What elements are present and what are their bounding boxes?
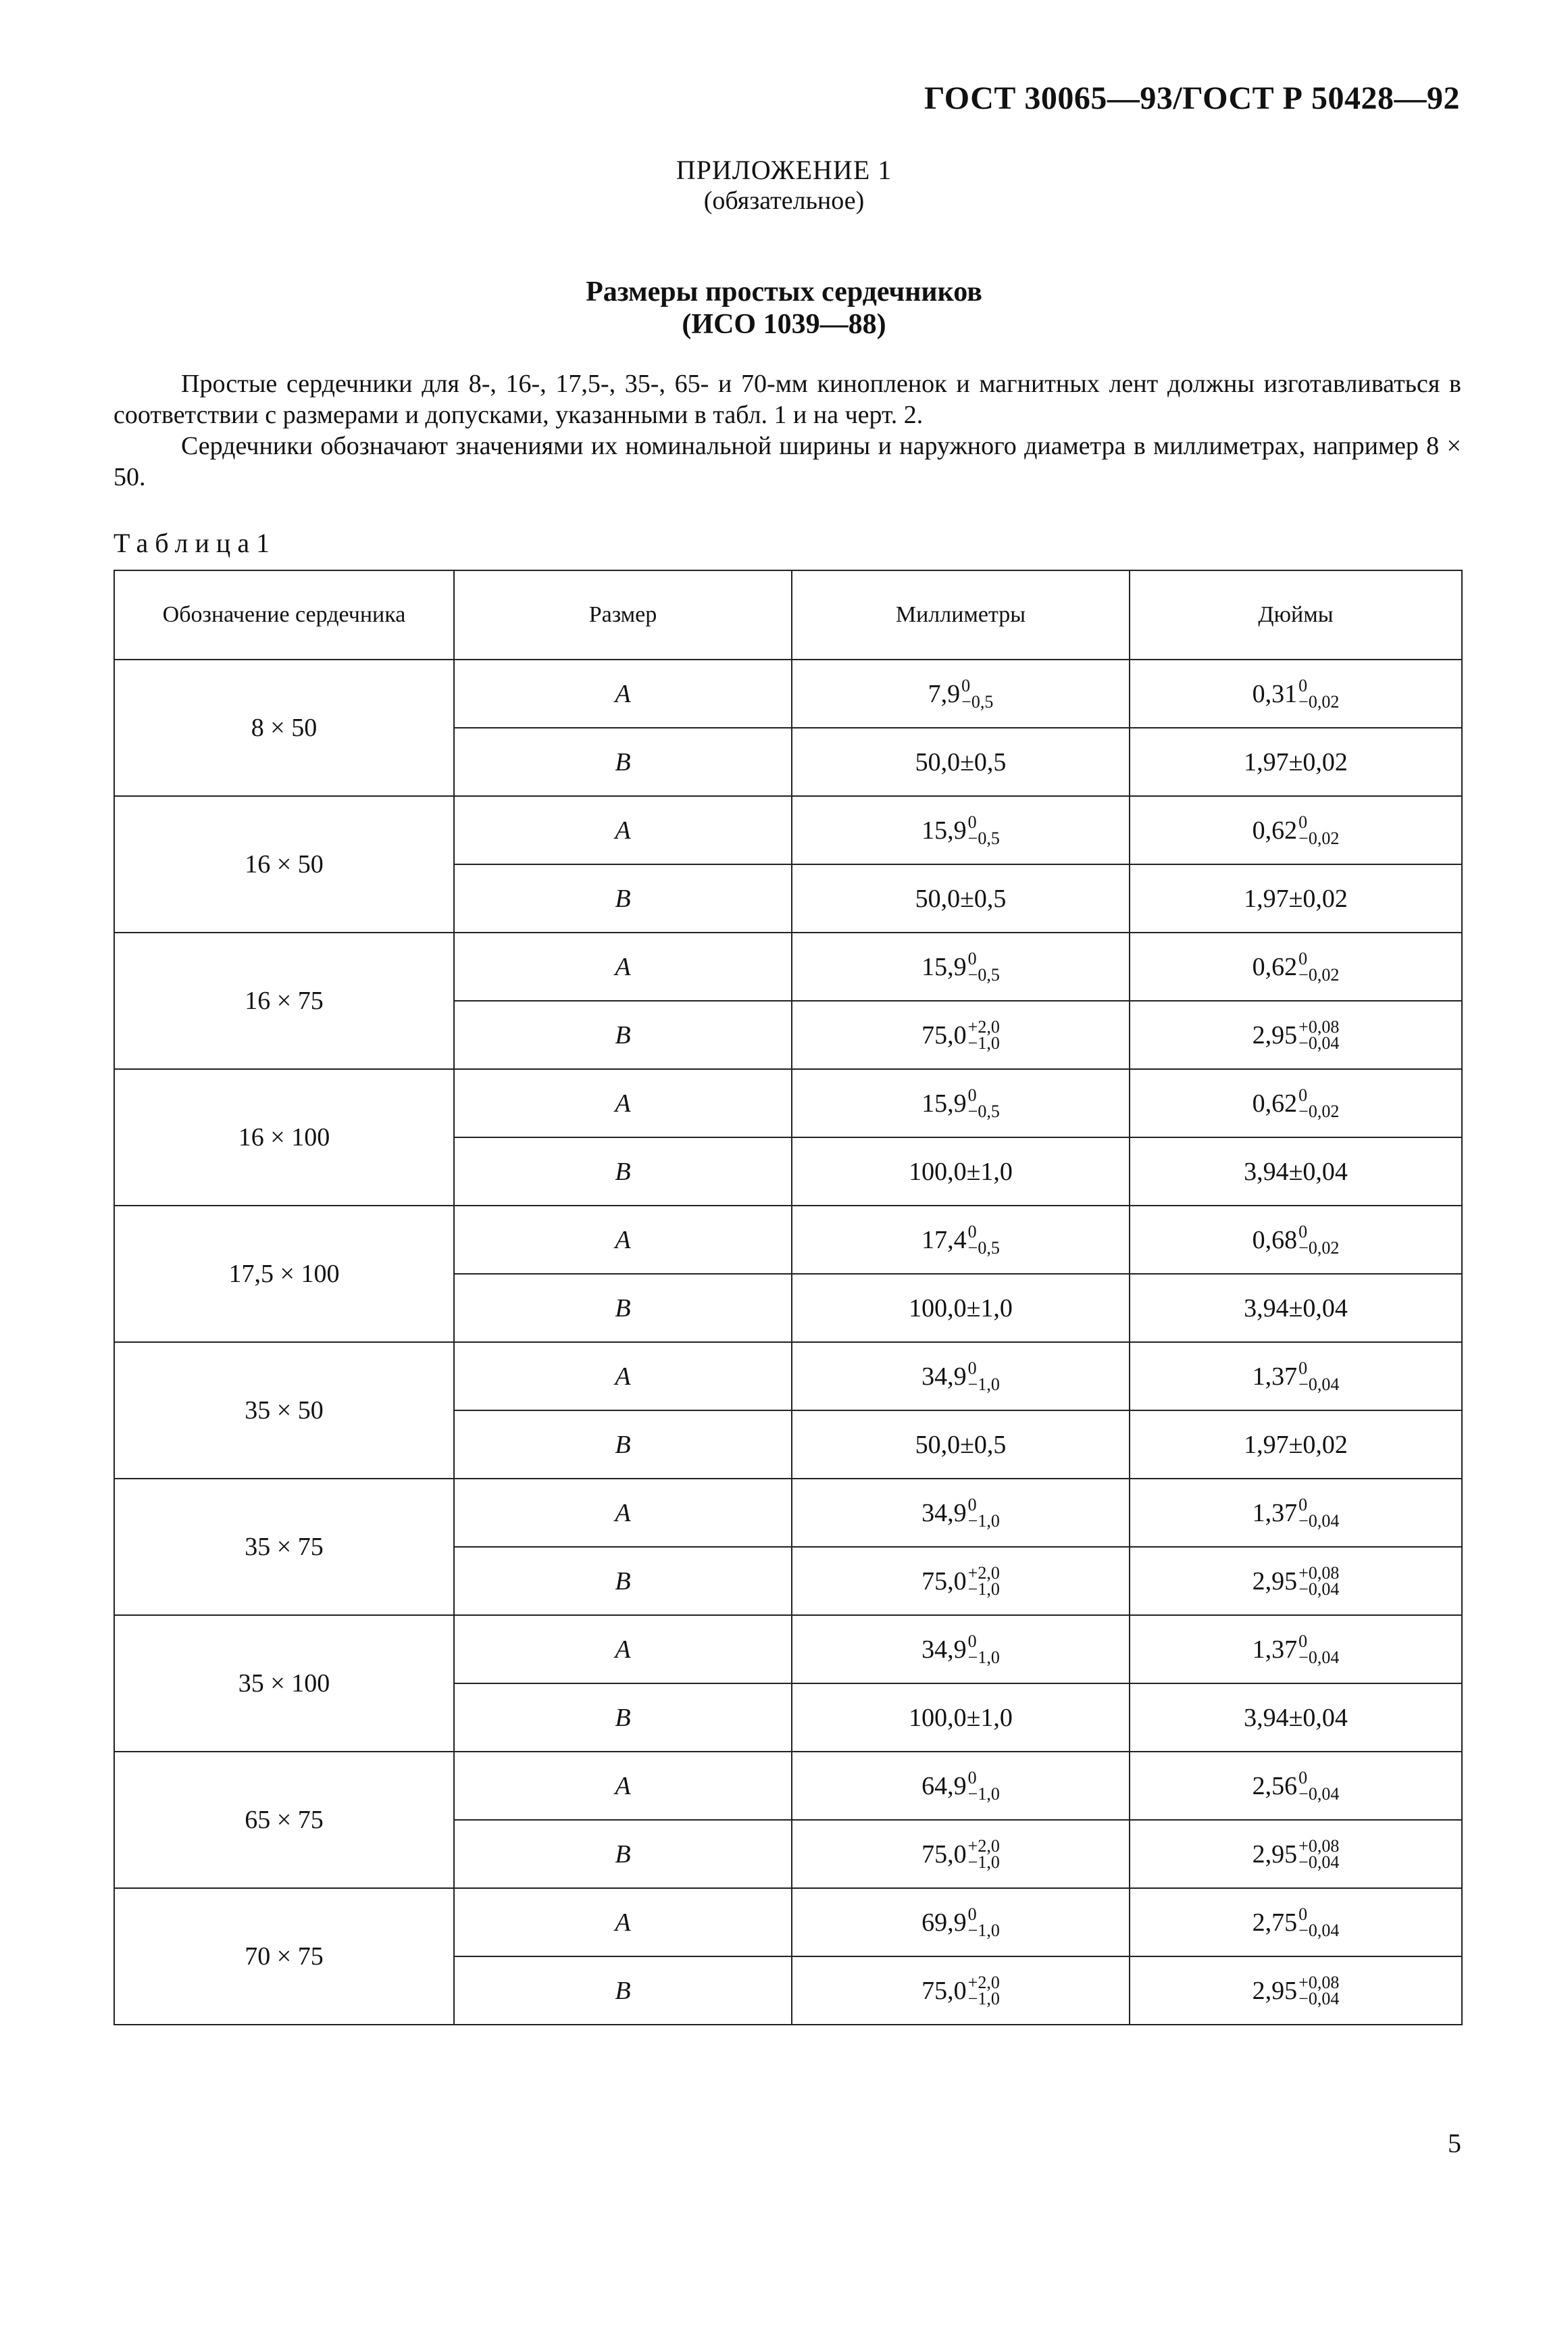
dimension-letter: B: [454, 728, 792, 796]
appendix-note: (обязательное): [703, 187, 865, 215]
inches-cell-value: [1252, 1835, 1340, 1872]
core-designation: 35 × 50: [114, 1342, 454, 1479]
body-text: [113, 368, 1461, 493]
inches-cell: [1130, 1274, 1462, 1342]
millimeters-cell: [792, 1274, 1130, 1342]
millimeters-cell: [792, 728, 1130, 796]
inches-cell-value: [1253, 814, 1340, 847]
tolerance: [967, 1562, 1000, 1599]
millimeters-cell-value: [909, 1157, 1013, 1187]
tolerance: [1298, 1221, 1340, 1258]
tolerance: [967, 948, 1000, 985]
inches-cell-value: [1253, 1906, 1340, 1939]
dimension-letter: A: [454, 1888, 792, 1956]
upper-deviation: 0: [1298, 1904, 1308, 1924]
upper-deviation: 0: [967, 1085, 977, 1105]
core-designation: 16 × 75: [114, 933, 454, 1069]
nominal-value: 75,0: [921, 1976, 967, 2005]
core-designation: 16 × 50: [114, 796, 454, 933]
lower-deviation: −0,02: [1298, 1237, 1340, 1258]
tolerance: [968, 1633, 1000, 1666]
millimeters-cell-value: [928, 675, 994, 712]
upper-deviation: +0,08: [1298, 1562, 1340, 1583]
millimeters-cell: [792, 1956, 1130, 2025]
nominal-value: 15,9: [921, 816, 967, 845]
inches-cell-value: [1253, 1633, 1340, 1666]
lower-deviation: −1,0: [967, 1033, 1000, 1053]
appendix-title: ПРИЛОЖЕНИЕ 1: [676, 155, 892, 185]
millimeters-cell-value: [921, 1494, 1000, 1531]
core-designation: 70 × 75: [114, 1888, 454, 2025]
lower-deviation: −0,04: [1298, 1988, 1340, 2008]
millimeters-cell: [792, 1069, 1130, 1137]
core-designation: 17,5 × 100: [114, 1206, 454, 1342]
table-label: Таблица1: [113, 528, 277, 558]
tolerance: [1298, 1360, 1339, 1393]
upper-deviation: +0,08: [1298, 1972, 1340, 1992]
nominal-value: 2,95: [1252, 1976, 1298, 2005]
tolerance: [968, 814, 1000, 847]
nominal-value: 7,9: [928, 679, 961, 708]
nominal-value: 15,9: [921, 1089, 967, 1118]
tolerance: [968, 1360, 1000, 1393]
nominal-value: 3,94±0,04: [1244, 1293, 1348, 1323]
tolerance: [968, 1906, 1000, 1939]
lower-deviation: −0,02: [1298, 691, 1340, 712]
upper-deviation: 0: [1298, 1358, 1308, 1378]
tolerance: [1298, 1633, 1339, 1666]
millimeters-cell-value: [921, 1972, 1000, 2008]
dimension-letter: B: [454, 1137, 792, 1206]
dimension-letter: A: [454, 1479, 792, 1547]
upper-deviation: 0: [1298, 812, 1308, 832]
lower-deviation: −0,04: [1298, 1852, 1340, 1872]
lower-deviation: −1,0: [967, 1647, 1000, 1667]
paragraph: Простые сердечники для 8-, 16-, 17,5-, 35-, 65- и 70-мм кинопленок и магнитных лент должны изготавливаться в соответствии с размерами и допусками, указанными в табл. 1 и на черт. 2.: [113, 370, 1461, 429]
nominal-value: 2,95: [1252, 1839, 1298, 1869]
upper-deviation: 0: [967, 1494, 977, 1514]
nominal-value: 50,0±0,5: [915, 1430, 1007, 1459]
nominal-value: 17,4: [921, 1225, 967, 1254]
paragraph: Сердечники обозначают значениями их номинальной ширины и наружного диаметра в миллиметрах, например 8 × 50.: [113, 432, 1461, 491]
column-header-inches: Дюймы: [1130, 570, 1462, 660]
lower-deviation: −1,0: [967, 1852, 1000, 1872]
lower-deviation: −1,0: [967, 1920, 1000, 1940]
inches-cell: [1130, 1137, 1462, 1206]
upper-deviation: +2,0: [967, 1835, 1000, 1856]
table-row: [114, 796, 1462, 864]
upper-deviation: 0: [961, 675, 971, 695]
tolerance: [967, 1972, 1000, 2008]
millimeters-cell: [792, 1137, 1130, 1206]
lower-deviation: −0,5: [967, 828, 1000, 848]
nominal-value: 75,0: [921, 1566, 967, 1596]
nominal-value: 1,37: [1252, 1635, 1298, 1664]
nominal-value: 1,37: [1252, 1498, 1298, 1527]
core-designation: 8 × 50: [114, 660, 454, 796]
upper-deviation: 0: [1298, 1631, 1308, 1651]
tolerance: [1298, 1767, 1340, 1804]
dimension-letter: B: [454, 1683, 792, 1752]
nominal-value: 15,9: [921, 952, 967, 981]
inches-cell-value: [1244, 1430, 1348, 1460]
dimension-letter: A: [454, 1206, 792, 1274]
millimeters-cell: [792, 1410, 1130, 1479]
nominal-value: 0,31: [1252, 679, 1298, 708]
inches-cell: [1130, 864, 1462, 933]
inches-cell-value: [1252, 1016, 1340, 1053]
tolerance: [1298, 1016, 1340, 1053]
section-title-line-1: Размеры простых сердечников: [586, 276, 982, 307]
millimeters-cell: [792, 796, 1130, 864]
millimeters-cell: [792, 864, 1130, 933]
inches-cell-value: [1244, 747, 1348, 777]
inches-cell-value: [1252, 1562, 1340, 1599]
dimension-letter: B: [454, 1547, 792, 1615]
cores-dimensions-table: [113, 570, 1463, 2025]
table-row: [114, 1206, 1462, 1274]
millimeters-cell-value: [915, 747, 1007, 777]
millimeters-cell: [792, 1888, 1130, 1956]
upper-deviation: 0: [967, 1767, 977, 1787]
tolerance: [961, 675, 994, 712]
inches-cell-value: [1244, 1157, 1348, 1187]
upper-deviation: 0: [967, 812, 977, 832]
lower-deviation: −0,04: [1298, 1647, 1340, 1667]
millimeters-cell-value: [921, 1221, 1000, 1258]
upper-deviation: 0: [1298, 1085, 1308, 1105]
dimension-letter: A: [454, 1342, 792, 1410]
upper-deviation: +2,0: [967, 1972, 1000, 1992]
inches-cell-value: [1244, 884, 1348, 914]
inches-cell-value: [1252, 1221, 1340, 1258]
dimension-letter: B: [454, 1820, 792, 1888]
column-header-dimension: Размер: [454, 570, 792, 660]
lower-deviation: −0,04: [1298, 1510, 1340, 1531]
inches-cell: [1130, 1820, 1462, 1888]
nominal-value: 50,0±0,5: [915, 884, 1007, 913]
tolerance: [967, 1767, 1000, 1804]
inches-cell: [1130, 1956, 1462, 2025]
millimeters-cell: [792, 1001, 1130, 1069]
core-designation: 35 × 75: [114, 1479, 454, 1615]
nominal-value: 100,0±1,0: [909, 1703, 1013, 1732]
inches-cell-value: [1252, 1972, 1340, 2008]
nominal-value: 2,75: [1252, 1908, 1298, 1937]
lower-deviation: −0,02: [1298, 1101, 1340, 1121]
nominal-value: 2,95: [1252, 1566, 1298, 1596]
upper-deviation: 0: [967, 948, 977, 968]
tolerance: [967, 1221, 1000, 1258]
column-header-millimeters: Миллиметры: [792, 570, 1130, 660]
table-row: [114, 1615, 1462, 1683]
millimeters-cell-value: [921, 1016, 1000, 1053]
millimeters-cell-value: [915, 1430, 1007, 1460]
dimension-letter: B: [454, 1956, 792, 2025]
inches-cell: [1130, 1888, 1462, 1956]
table-row: [114, 1342, 1462, 1410]
dimension-letter: B: [454, 864, 792, 933]
nominal-value: 1,97±0,02: [1244, 884, 1348, 913]
nominal-value: 2,95: [1252, 1020, 1298, 1049]
nominal-value: 34,9: [921, 1635, 967, 1664]
millimeters-cell: [792, 1820, 1130, 1888]
nominal-value: 64,9: [921, 1771, 967, 1800]
lower-deviation: −0,04: [1298, 1033, 1340, 1053]
inches-cell: [1130, 1479, 1462, 1547]
tolerance: [1298, 1562, 1340, 1599]
table-body: [114, 660, 1462, 2025]
tolerance: [967, 1835, 1000, 1872]
millimeters-cell-value: [921, 814, 1000, 847]
dimension-letter: A: [454, 1069, 792, 1137]
core-designation: 35 × 100: [114, 1615, 454, 1752]
nominal-value: 1,37: [1252, 1362, 1298, 1391]
millimeters-cell-value: [921, 1767, 1000, 1804]
millimeters-cell: [792, 1752, 1130, 1820]
page-number: 5: [1448, 2128, 1461, 2158]
nominal-value: 34,9: [921, 1362, 967, 1391]
lower-deviation: −0,5: [967, 964, 1000, 985]
upper-deviation: 0: [967, 1221, 977, 1241]
millimeters-cell-value: [921, 1906, 1000, 1939]
inches-cell: [1130, 1001, 1462, 1069]
inches-cell-value: [1252, 948, 1340, 985]
dimension-letter: A: [454, 660, 792, 728]
lower-deviation: −1,0: [967, 1510, 1000, 1531]
nominal-value: 2,56: [1252, 1771, 1298, 1800]
core-designation: 65 × 75: [114, 1752, 454, 1888]
lower-deviation: −0,04: [1298, 1783, 1340, 1804]
millimeters-cell-value: [909, 1293, 1013, 1323]
table-header-row: [114, 570, 1462, 660]
lower-deviation: −0,5: [967, 1237, 1000, 1258]
nominal-value: 3,94±0,04: [1244, 1157, 1348, 1186]
inches-cell: [1130, 796, 1462, 864]
millimeters-cell: [792, 1479, 1130, 1547]
inches-cell: [1130, 933, 1462, 1001]
lower-deviation: −0,02: [1298, 828, 1340, 848]
inches-cell: [1130, 1683, 1462, 1752]
section-title: [0, 276, 1568, 341]
millimeters-cell: [792, 1206, 1130, 1274]
tolerance: [1298, 1972, 1340, 2008]
inches-cell-value: [1252, 675, 1340, 712]
nominal-value: 3,94±0,04: [1244, 1703, 1348, 1732]
tolerance: [1298, 1087, 1339, 1120]
millimeters-cell: [792, 1342, 1130, 1410]
upper-deviation: 0: [1298, 1221, 1308, 1241]
table-row: [114, 1752, 1462, 1820]
upper-deviation: 0: [967, 1358, 977, 1378]
upper-deviation: 0: [1298, 948, 1308, 968]
millimeters-cell-value: [921, 1360, 1000, 1393]
dimension-letter: A: [454, 933, 792, 1001]
inches-cell-value: [1252, 1767, 1340, 1804]
inches-cell: [1130, 728, 1462, 796]
upper-deviation: +0,08: [1298, 1016, 1340, 1037]
dimension-letter: B: [454, 1274, 792, 1342]
tolerance: [1298, 675, 1340, 712]
tolerance: [1298, 948, 1340, 985]
table-row: [114, 1069, 1462, 1137]
tolerance: [967, 1494, 1000, 1531]
upper-deviation: 0: [967, 1904, 977, 1924]
inches-cell-value: [1253, 1360, 1340, 1393]
millimeters-cell: [792, 1615, 1130, 1683]
lower-deviation: −0,04: [1298, 1579, 1340, 1599]
tolerance: [1298, 1835, 1340, 1872]
inches-cell: [1130, 1752, 1462, 1820]
inches-cell: [1130, 1615, 1462, 1683]
nominal-value: 0,62: [1252, 1089, 1298, 1118]
millimeters-cell: [792, 660, 1130, 728]
table-row: [114, 660, 1462, 728]
core-designation: 16 × 100: [114, 1069, 454, 1206]
inches-cell: [1130, 1410, 1462, 1479]
lower-deviation: −0,04: [1298, 1374, 1340, 1394]
nominal-value: 1,97±0,02: [1244, 1430, 1348, 1459]
upper-deviation: 0: [1298, 675, 1308, 695]
inches-cell-value: [1252, 1494, 1340, 1531]
millimeters-cell-value: [921, 1835, 1000, 1872]
lower-deviation: −0,5: [967, 1101, 1000, 1121]
nominal-value: 34,9: [921, 1498, 967, 1527]
dimension-letter: B: [454, 1410, 792, 1479]
inches-cell-value: [1253, 1087, 1340, 1120]
lower-deviation: −1,0: [967, 1783, 1000, 1804]
upper-deviation: +2,0: [967, 1562, 1000, 1583]
lower-deviation: −0,5: [961, 691, 994, 712]
upper-deviation: 0: [1298, 1767, 1308, 1787]
lower-deviation: −0,02: [1298, 964, 1340, 985]
nominal-value: 0,62: [1252, 952, 1298, 981]
nominal-value: 75,0: [921, 1020, 967, 1049]
section-title-line-2: (ИСО 1039—88): [682, 309, 886, 340]
tolerance: [967, 1016, 1000, 1053]
dimension-letter: B: [454, 1001, 792, 1069]
nominal-value: 100,0±1,0: [909, 1293, 1013, 1323]
upper-deviation: +0,08: [1298, 1835, 1340, 1856]
lower-deviation: −1,0: [967, 1374, 1000, 1394]
inches-cell-value: [1244, 1703, 1348, 1733]
document-code-header: ГОСТ 30065—93/ГОСТ Р 50428—92: [924, 80, 1460, 116]
millimeters-cell: [792, 1683, 1130, 1752]
upper-deviation: +2,0: [967, 1016, 1000, 1037]
lower-deviation: −0,04: [1298, 1920, 1340, 1940]
nominal-value: 0,62: [1252, 816, 1298, 845]
dimension-letter: A: [454, 796, 792, 864]
inches-cell-value: [1244, 1293, 1348, 1323]
millimeters-cell-value: [921, 1087, 1000, 1120]
lower-deviation: −1,0: [967, 1988, 1000, 2008]
column-header-designation: Обозначение сердечника: [114, 570, 454, 660]
nominal-value: 75,0: [921, 1839, 967, 1869]
nominal-value: 0,68: [1252, 1225, 1298, 1254]
dimension-letter: A: [454, 1615, 792, 1683]
table-row: [114, 933, 1462, 1001]
tolerance: [1298, 1906, 1339, 1939]
millimeters-cell-value: [909, 1703, 1013, 1733]
millimeters-cell-value: [921, 1562, 1000, 1599]
millimeters-cell-value: [915, 884, 1007, 914]
lower-deviation: −1,0: [967, 1579, 1000, 1599]
inches-cell: [1130, 1547, 1462, 1615]
millimeters-cell: [792, 933, 1130, 1001]
inches-cell: [1130, 1206, 1462, 1274]
inches-cell: [1130, 1342, 1462, 1410]
dimension-letter: A: [454, 1752, 792, 1820]
millimeters-cell: [792, 1547, 1130, 1615]
table-row: [114, 1479, 1462, 1547]
millimeters-cell-value: [921, 948, 1000, 985]
upper-deviation: 0: [1298, 1494, 1308, 1514]
millimeters-cell-value: [921, 1633, 1000, 1666]
tolerance: [1298, 1494, 1340, 1531]
upper-deviation: 0: [967, 1631, 977, 1651]
tolerance: [1298, 814, 1339, 847]
nominal-value: 69,9: [921, 1908, 967, 1937]
nominal-value: 100,0±1,0: [909, 1157, 1013, 1186]
inches-cell: [1130, 660, 1462, 728]
inches-cell: [1130, 1069, 1462, 1137]
nominal-value: 1,97±0,02: [1244, 747, 1348, 776]
nominal-value: 50,0±0,5: [915, 747, 1007, 776]
tolerance: [968, 1087, 1000, 1120]
table-row: [114, 1888, 1462, 1956]
